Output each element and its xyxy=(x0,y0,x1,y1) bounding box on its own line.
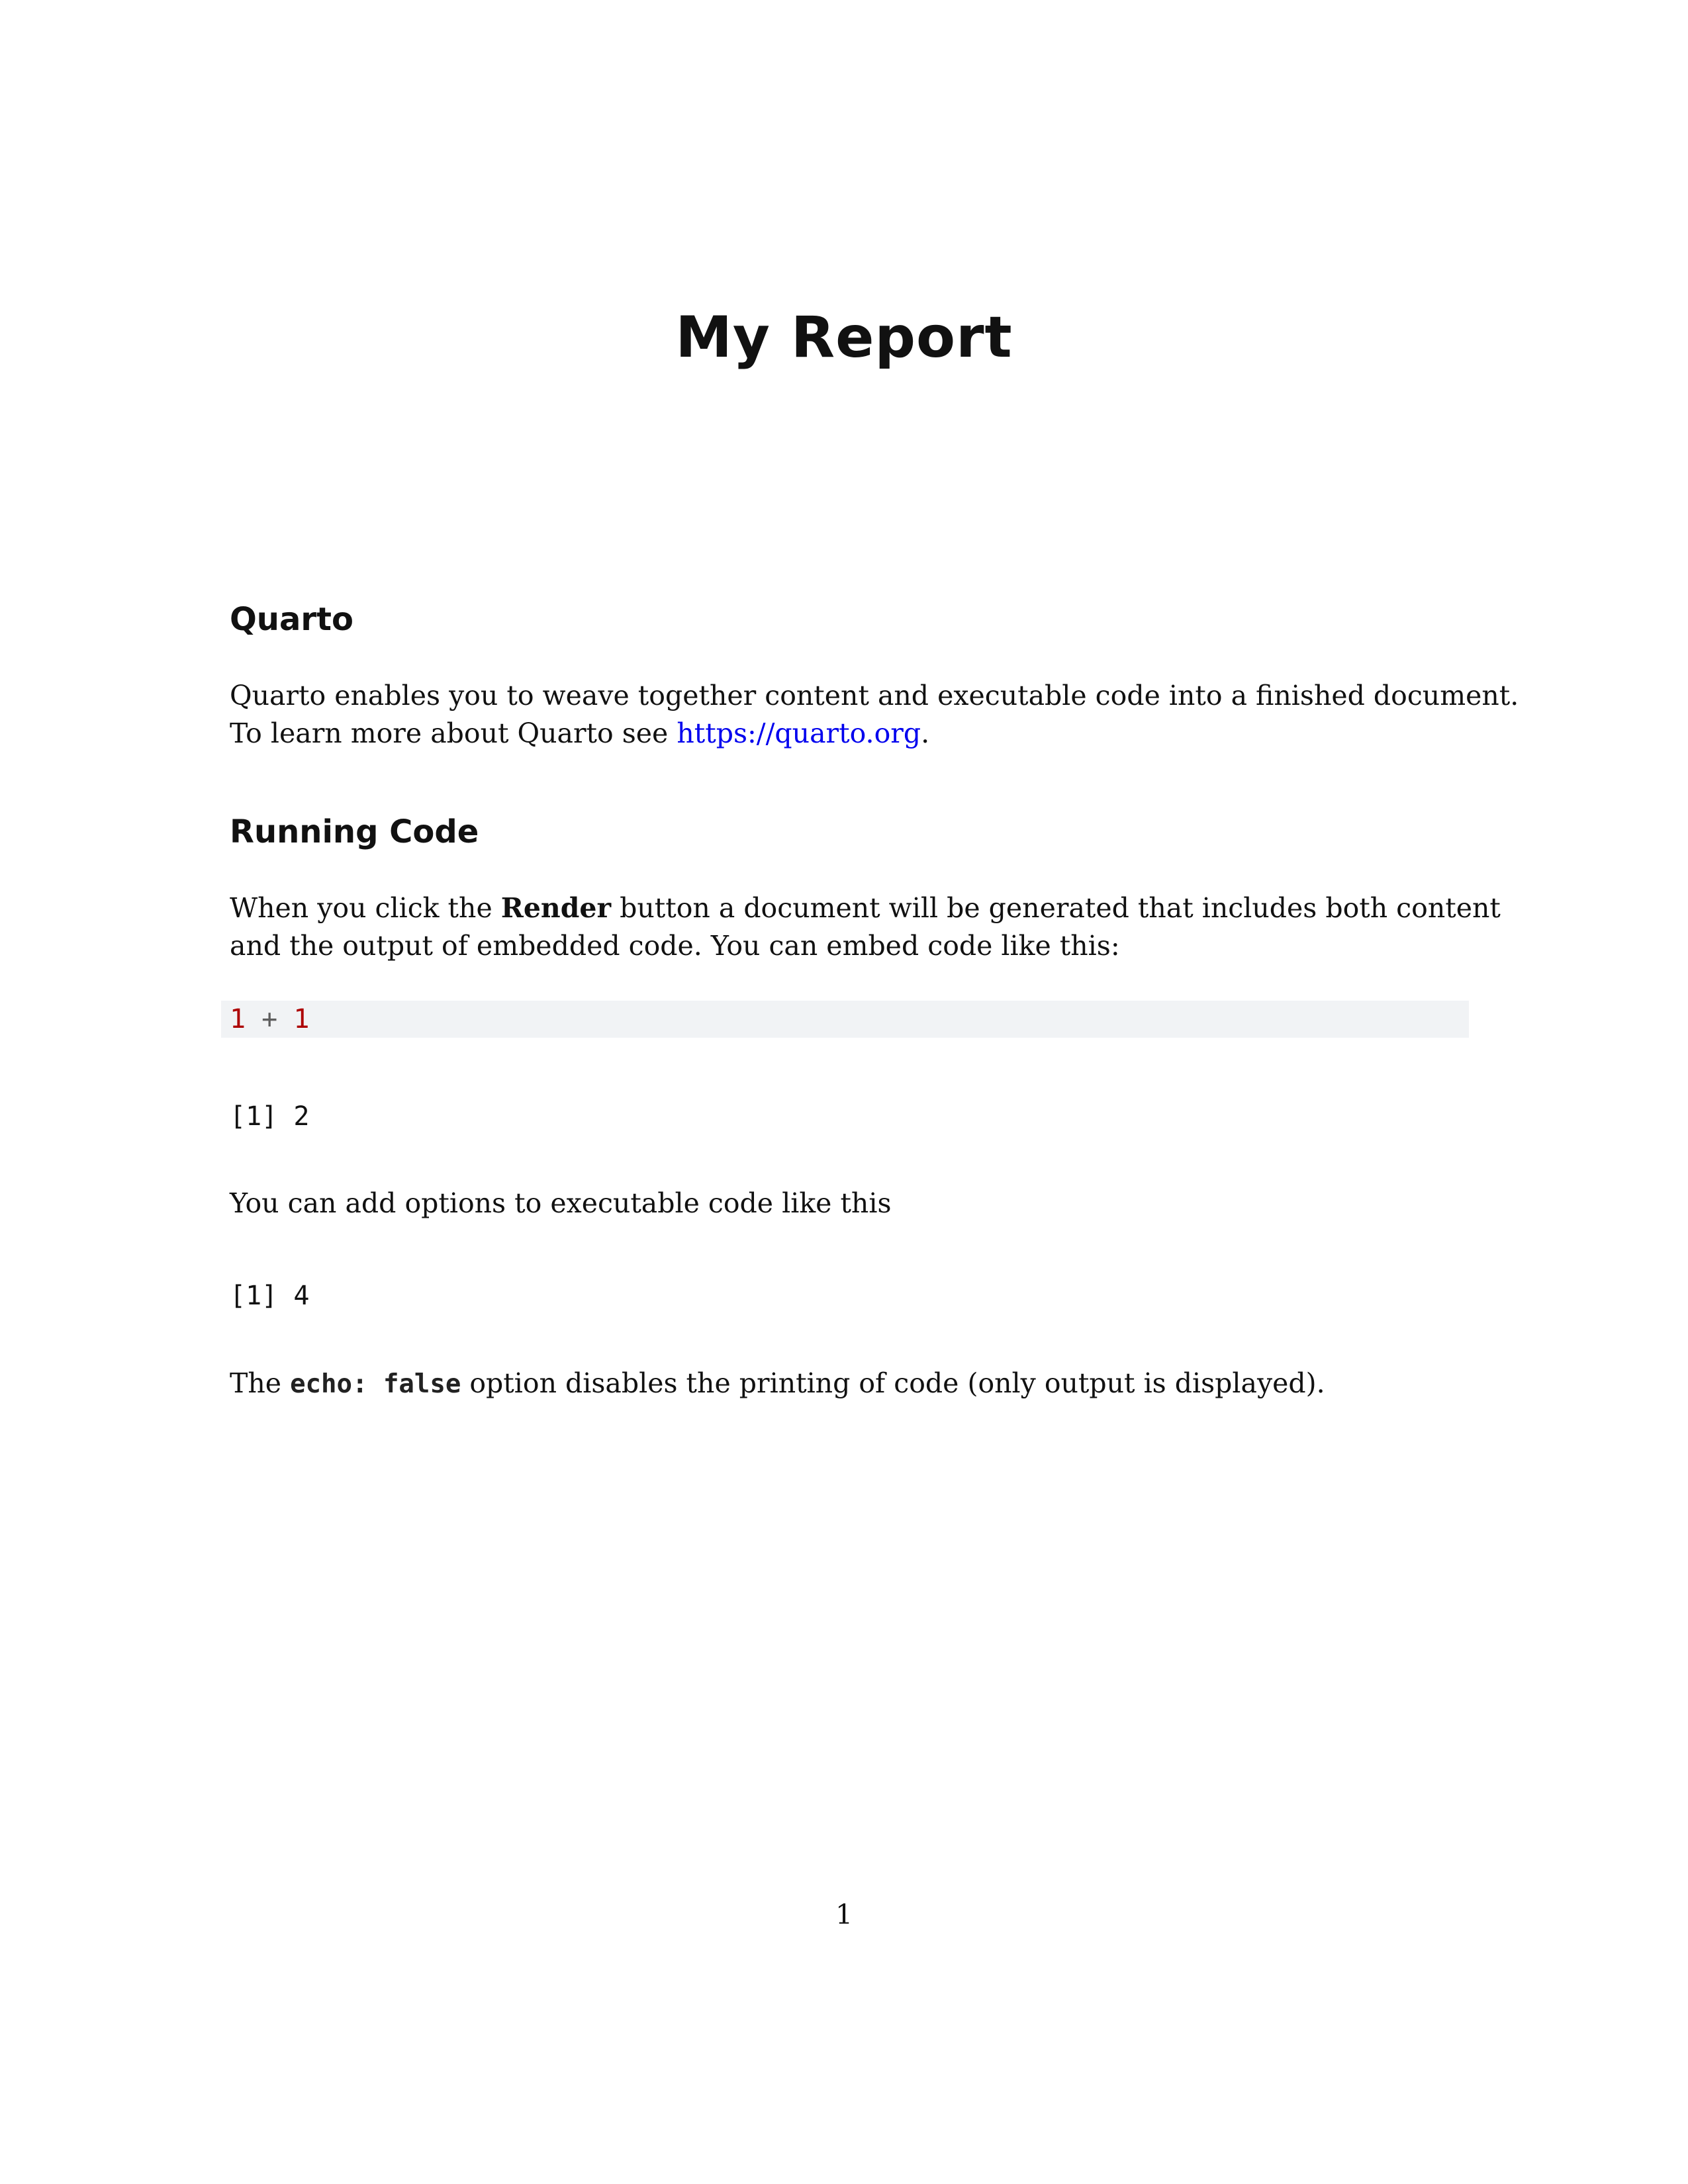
echo-inline-code: echo: false xyxy=(290,1369,461,1399)
code-right-operand: 1 xyxy=(293,1004,310,1034)
quarto-website-link[interactable]: https://quarto.org xyxy=(677,717,921,749)
options-paragraph: You can add options to executable code like this xyxy=(230,1187,892,1219)
page-number: 1 xyxy=(835,1899,853,1931)
running-code-paragraph-line-2: and the output of embedded code. You can embed code like this: xyxy=(230,930,1120,962)
code-block xyxy=(221,1001,1469,1038)
code-line xyxy=(230,1001,309,1038)
code-output-2: [1] 4 xyxy=(230,1281,310,1311)
echo-prefix-text: The xyxy=(230,1367,291,1399)
section-heading-quarto: Quarto xyxy=(230,601,353,638)
quarto-paragraph-line-1: Quarto enables you to weave together content and executable code into a finished document. xyxy=(230,680,1519,711)
code-left-operand: 1 xyxy=(230,1004,246,1034)
echo-paragraph xyxy=(230,1365,1468,1403)
quarto-paragraph-line-2 xyxy=(230,715,1468,752)
render-intro-text: When you click the xyxy=(230,892,501,924)
code-operator: + xyxy=(246,1004,294,1034)
document-title: My Report xyxy=(675,304,1013,371)
echo-description-text: option disables the printing of code (only output is displayed). xyxy=(461,1367,1325,1399)
code-output-1: [1] 2 xyxy=(230,1101,310,1132)
section-heading-running-code: Running Code xyxy=(230,813,479,850)
quarto-period: . xyxy=(921,717,930,749)
quarto-learn-more-text: To learn more about Quarto see xyxy=(230,717,677,749)
render-description-text: button a document will be generated that includes both content xyxy=(611,892,1501,924)
running-code-paragraph-line-1 xyxy=(230,889,1501,927)
render-button-name: Render xyxy=(500,892,612,924)
